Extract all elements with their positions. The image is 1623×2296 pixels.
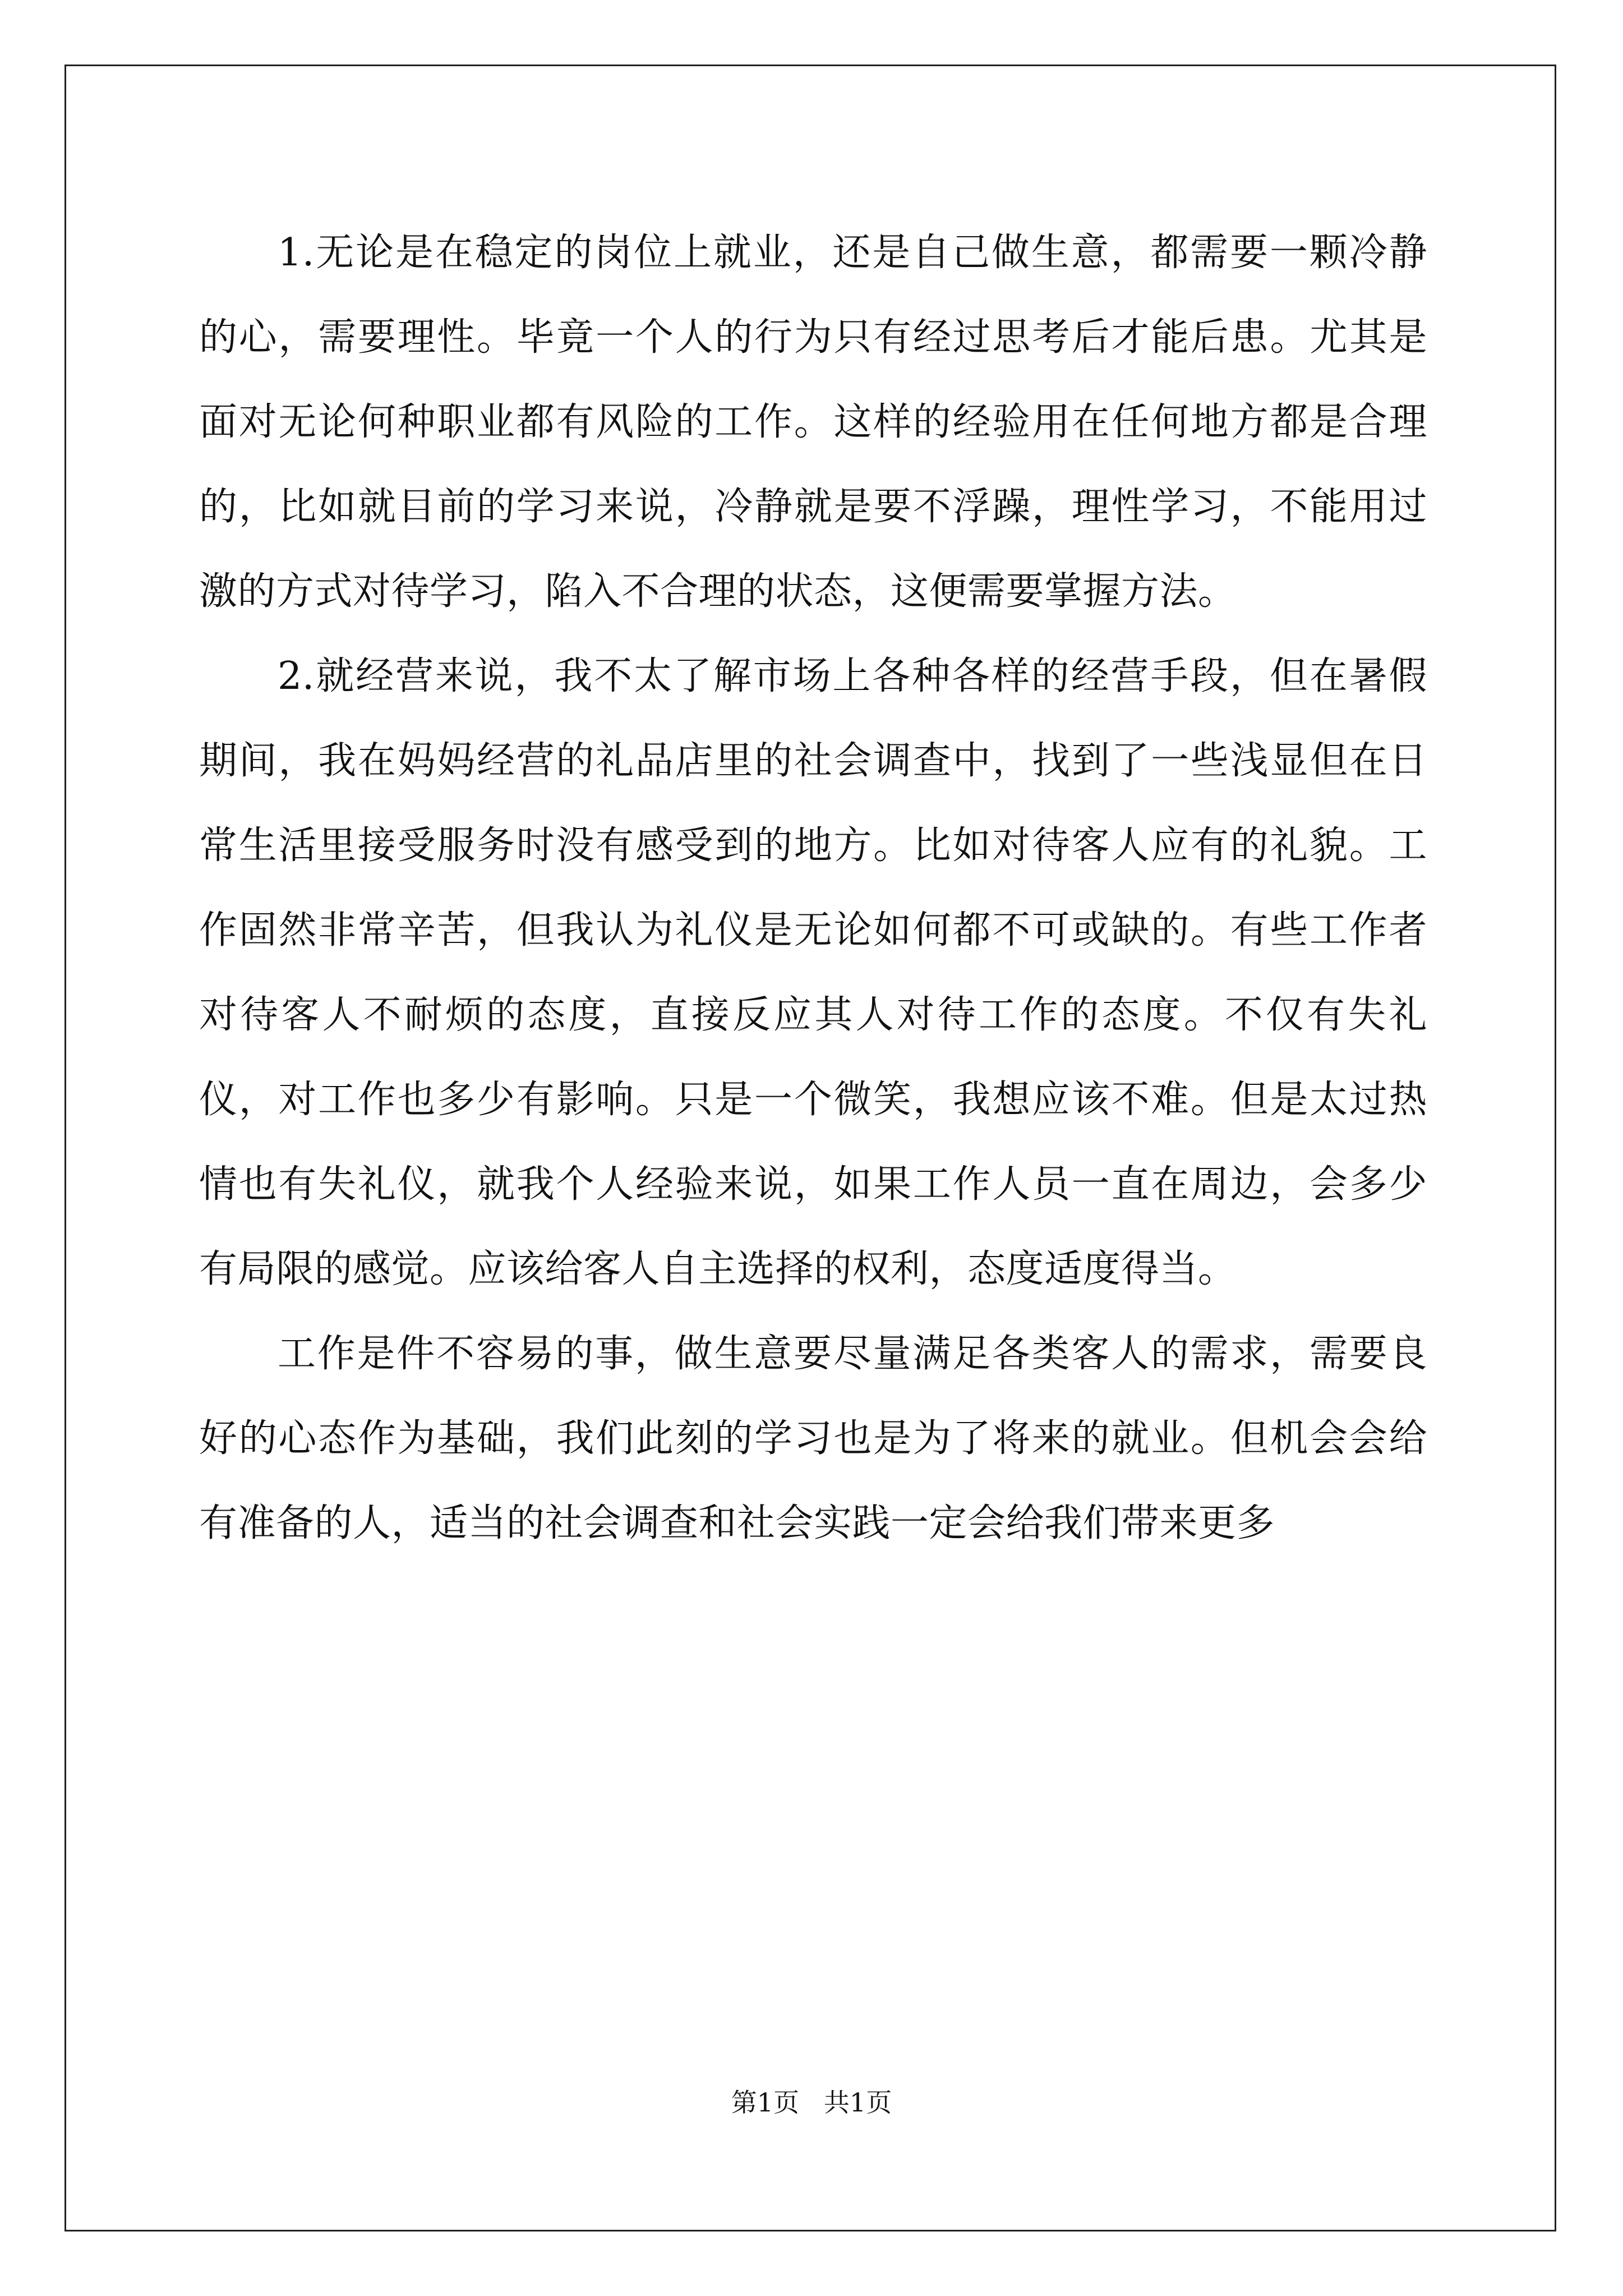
page-footer: 第1页 共1页 [731, 2087, 892, 2118]
paragraph-2: 2.就经营来说，我不太了解市场上各种各样的经营手段，但在暑假期间，我在妈妈经营的礼品店里的社会调查中，找到了一些浅显但在日常生活里接受服务时没有感受到的地方。比如对待客人应有的礼貌。工作固然非常辛苦，但我认为礼仪是无论如何都不可或缺的。有些工作者对待客人不耐烦的态度，直接反应其人对待工作的态度。不仅有失礼仪，对工作也多少有影响。只是一个微笑，我想应该不难。但是太过热情也有失礼仪，就我个人经验来说，如果工作人员一直在周边，会多少有局限的感觉。应该给客人自主选择的权利，态度适度得当。 [199, 654, 1427, 1291]
paragraph-1: 1.无论是在稳定的岗位上就业，还是自己做生意，都需要一颗冷静的心，需要理性。毕竟一个人的行为只有经过思考后才能后患。尤其是面对无论何种职业都有风险的工作。这样的经验用在任何地方都是合理的，比如就目前的学习来说，冷静就是要不浮躁，理性学习，不能用过激的方式对待学习，陷入不合理的状态，这便需要掌握方法。 [199, 231, 1427, 614]
paragraph-3: 工作是件不容易的事，做生意要尽量满足各类客人的需求，需要良好的心态作为基础，我们此刻的学习也是为了将来的就业。但机会会给有准备的人，适当的社会调查和社会实践一定会给我们带来更多 [199, 1332, 1427, 1545]
document-body [199, 210, 1427, 1566]
